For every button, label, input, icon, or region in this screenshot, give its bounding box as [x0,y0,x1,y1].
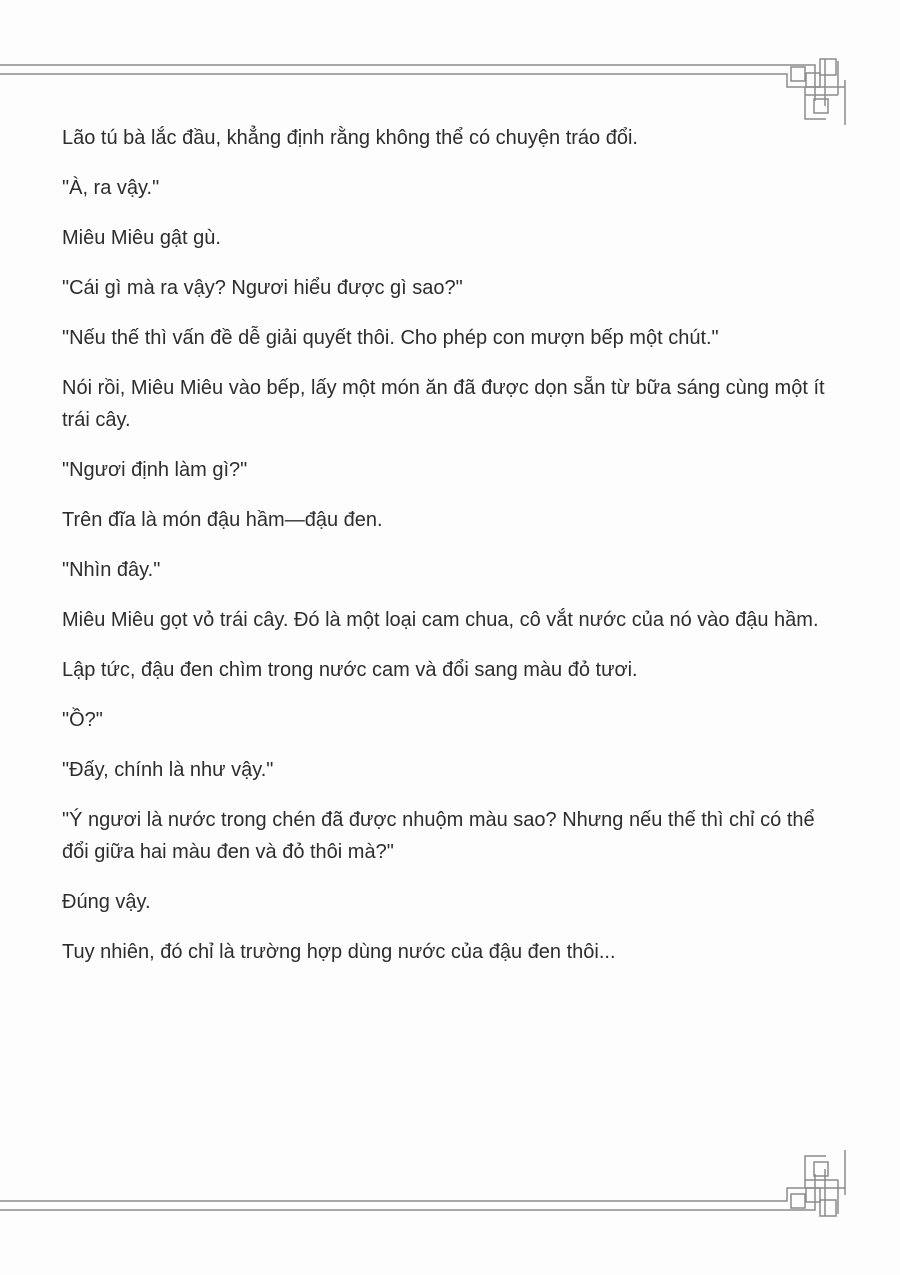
novel-text-body [62,122,840,986]
paragraph: Nói rồi, Miêu Miêu vào bếp, lấy một món ăn đã được dọn sẵn từ bữa sáng cùng một ít trái cây. [62,377,825,431]
paragraph: Miêu Miêu gọt vỏ trái cây. Đó là một loại cam chua, cô vắt nước của nó vào đậu hầm. [62,609,819,631]
paragraph: Lập tức, đậu đen chìm trong nước cam và đổi sang màu đỏ tươi. [62,659,638,681]
paragraph: Lão tú bà lắc đầu, khẳng định rằng không thể có chuyện tráo đổi. [62,127,638,149]
paragraph: "Ồ?" [62,709,103,731]
paragraph: "À, ra vậy." [62,177,160,199]
paragraph: "Nhìn đây." [62,559,161,581]
paragraph: Tuy nhiên, đó chỉ là trường hợp dùng nước của đậu đen thôi... [62,941,616,963]
paragraph: Miêu Miêu gật gù. [62,227,221,249]
paragraph: "Đấy, chính là như vậy." [62,759,274,781]
paragraph: "Ý ngươi là nước trong chén đã được nhuộm màu sao? Nhưng nếu thế thì chỉ có thể đổi giữa hai màu đen và đỏ thôi mà?" [62,809,815,863]
paragraph: Đúng vậy. [62,891,151,913]
bottom-border-knot-ornament [0,1125,900,1275]
paragraph: Trên đĩa là món đậu hầm—đậu đen. [62,509,383,531]
paragraph: "Nếu thế thì vấn đề dễ giải quyết thôi. Cho phép con mượn bếp một chút." [62,327,719,349]
paragraph: "Ngươi định làm gì?" [62,459,248,481]
paragraph: "Cái gì mà ra vậy? Ngươi hiểu được gì sao?" [62,277,463,299]
